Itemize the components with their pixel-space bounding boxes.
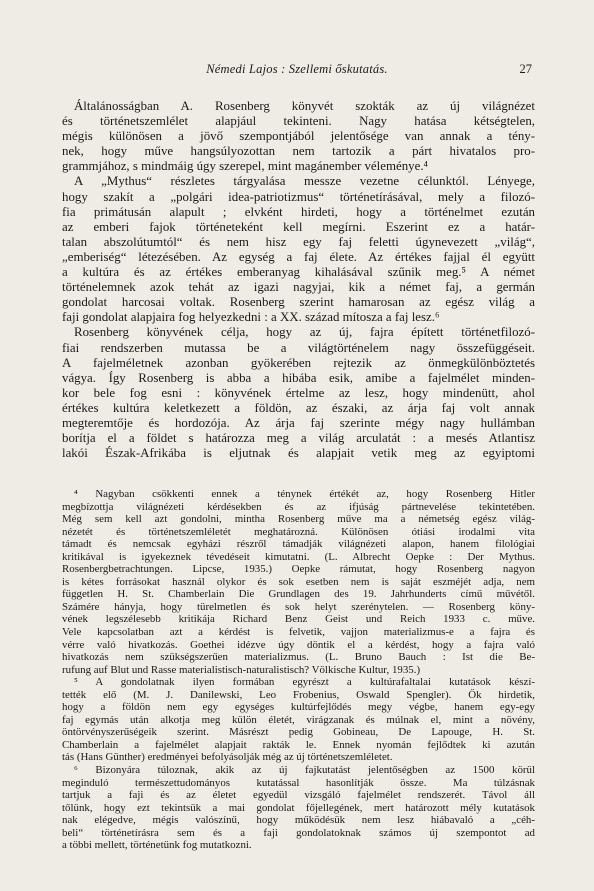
footnote-line: vérre való hivatkozás. Goethei idézve úgy döntik el a kérdést, hogy a fajra való: [62, 638, 535, 651]
text-line: hogy szakít a „polgári idea-patriotizmus“ történetírásával, mely a filozó-: [62, 189, 535, 204]
footnote-line: tartjuk a faji és az életet egyedül vizsgáló fajelmélet rendszerét. Távol áll: [62, 789, 535, 802]
footnote-line: rufung auf Blut und Rasse materialistisch-naturalistisch? Völkische Kultur, 1935.): [62, 663, 421, 676]
text-line: az emberi fajok történeteként kell megírni. Eszerint ez a határ-: [62, 219, 535, 234]
footnote-line: ⁶ Bizonyára túloznak, akik az új fajkutatást jelentőségben az 1500 körül: [74, 764, 535, 777]
text-line: Általánosságban A. Rosenberg könyvét szokták az új világnézet: [74, 99, 535, 113]
footnotes: [62, 488, 535, 852]
running-title: Némedi Lajos : Szellemi őskutatás.: [206, 62, 388, 76]
text-line: grammjához, s mindmáig úgy szerepel, mint magánember véleménye.⁴: [62, 159, 429, 174]
page-header: [0, 62, 594, 78]
footnote-line: Rosenbergbetrachtungen. Lipcse, 1935.) Oepke rámutat, hogy Rosenberg nagyon: [62, 563, 535, 576]
text-line: vágya. Így Rosenberg is abba a hibába esik, amibe a fajelmélet minden-: [62, 370, 535, 385]
text-line: fiai rendszerben mutassa be a világtörténelem nagy összefüggéseit.: [62, 340, 535, 355]
text-line: és történetszemlélet alapjául tekinteni. Nagy hatása kétségtelen,: [62, 114, 535, 129]
footnote-line: hivatkozás nem szükségszerűen materializmus. (L. Bruno Bauch : Ist die Be-: [62, 651, 535, 664]
page-number: 27: [519, 62, 532, 76]
text-line: faji gondolat alapjaira fog helyezkedni : a XX. század mítosza a faj lesz.⁶: [62, 310, 440, 325]
footnote-line: faj egymás után alkotja meg külön életét, virágzanak és múlnak el, mint a növény,: [62, 713, 535, 726]
footnote-line: Számére hányja, hogy türelmetlen és sok helyt szerénytelen. — Rosenberg köny-: [62, 600, 535, 613]
footnote-line: ⁵ A gondolatnak ilyen formában egyrészt a kultúrafaltalai kutatások készí-: [74, 676, 535, 689]
text-line: gondolat harcosai voltak. Rosenberg szerint hamarosan az egész világ a: [62, 295, 535, 310]
text-line: Rosenberg könyvének célja, hogy az új, fajra épített történetfilozó-: [74, 325, 535, 340]
footnote-line: támadt és nemcsak egyházi részről támadják világnézeti alapon, hanem filológiai: [62, 538, 535, 551]
footnote-line: Chamberlain a fajelmélet alapjait rakták le. Ennek nyomán fejlődtek ki azután: [62, 738, 535, 751]
footnote-line: öntörvényszerűségeik szerint. Másrészt pedig Gobineau, De Lapouge, H. St.: [62, 726, 535, 739]
text-line: kor bele fog esni : könyvének értelme az lesz, hogy mindenütt, ahol: [62, 385, 535, 400]
text-line: „emberiség“ létezésében. Az egység a faj élete. Az értékes fajjal él együtt: [62, 249, 535, 264]
text-line: értékes kultúra keletkezett a földön, az északi, az árja faj volt annak: [62, 400, 535, 415]
footnote-line: meginduló természettudományos kutatással hasonlítják össze. Ma túlzásnak: [62, 776, 535, 789]
footnote-line: nak elégedve, mégis valószínű, hogy működésük nem lesz hiábavaló a „céh-: [62, 814, 535, 827]
footnote-line: Még sem kell azt gondolni, mintha Rosenberg műve ma a németség egész világ-: [62, 513, 535, 526]
footnote-line: hogy a földön nem egy egységes kultúrfejlődés megy végbe, hanem egy-egy: [62, 701, 535, 714]
text-line: fia primátusán alapult ; elvként hirdeti, hogy a történelmet ezután: [62, 204, 535, 219]
footnote-line: tás (Hans Günther) eredményei befolyásolják még az új történetszemléletet.: [62, 751, 393, 764]
footnote-line: vének legszélesebb kritikája Richard Benz Geist und Reich 1933 c. műve.: [62, 613, 535, 626]
main-text: [62, 99, 535, 461]
footnote-line: független H. St. Chamberlain Die Grundlagen des 19. Jahrhunderts című művétől.: [62, 588, 535, 601]
footnote-line: tették elő (M. J. Danilewski, Leo Frobenius, Oswald Spengler). Ők hirdetik,: [62, 688, 535, 701]
text-line: mégis különösen a jövő szempontjából jelentősége van annak a tény-: [62, 129, 535, 144]
footnote-line: kritikával is igyekeznek tévedéseit kimutatni. (L. Albrecht Oepke : Der Mythus.: [62, 550, 535, 563]
text-line: megteremtője és hordozója. Az árja faj szerinte mégy nagy hullámban: [62, 415, 535, 430]
text-line: A fajelméletnek azonban gyökerében rejtezik az önmegkülönböztetés: [62, 355, 535, 370]
footnote-line: ⁴ Nagyban csökkenti ennek a ténynek értékét az, hogy Rosenberg Hitler: [74, 488, 535, 500]
footnote-line: a többi mellett, történetünk fog mutatkozni.: [62, 839, 252, 852]
text-line: a kultúra és az értékes emberanyag kihalásával szűnik meg.⁵ A német: [62, 265, 535, 280]
footnote-line: tőlünk, hogy ezt tekintsük a mai gondolat főjellegének, mert határozott mély kutatások: [62, 801, 535, 814]
text-line: talan abszolútumtól“ és nem hisz egy faj feletti úgynevezett „világ“,: [62, 234, 535, 249]
text-line: nek, hogy műve hangsúlyozottan nem tartozik a párt hivatalos pro-: [62, 144, 535, 159]
text-line: borítja el a földet s határozza meg a világ arculatát : a mesés Atlantisz: [62, 431, 535, 446]
footnote-line: is kétes forrásokat használ olykor és sok esetben nem is saját eszméjét adja, nem: [62, 575, 535, 588]
text-line: A „Mythus“ részletes tárgyalása messze vezetne célunktól. Lényege,: [74, 174, 535, 189]
text-line: történelemnek azok tehát az igazi nagyjai, kik a német faj, a germán: [62, 280, 535, 295]
footnote-line: beli“ történetírásra sem és a faji gondolatoknak számos új szempontot ad: [62, 826, 535, 839]
footnote-line: Vele kapcsolatban azt a kérdést is felvetik, vajjon materializmus-e a fajra és: [62, 626, 535, 639]
text-line: lakói Észak-Afrikába is eljutnak és alapjait vetik meg az egyiptomi: [62, 446, 535, 461]
footnote-line: nézetét és történetszemléletét meghatározná. Különösen ótiási irodalmi vita: [62, 525, 535, 538]
footnote-line: megbízottja világnézeti kérdésekben és az ifjúság pártnevelése tekintetében.: [62, 500, 535, 513]
